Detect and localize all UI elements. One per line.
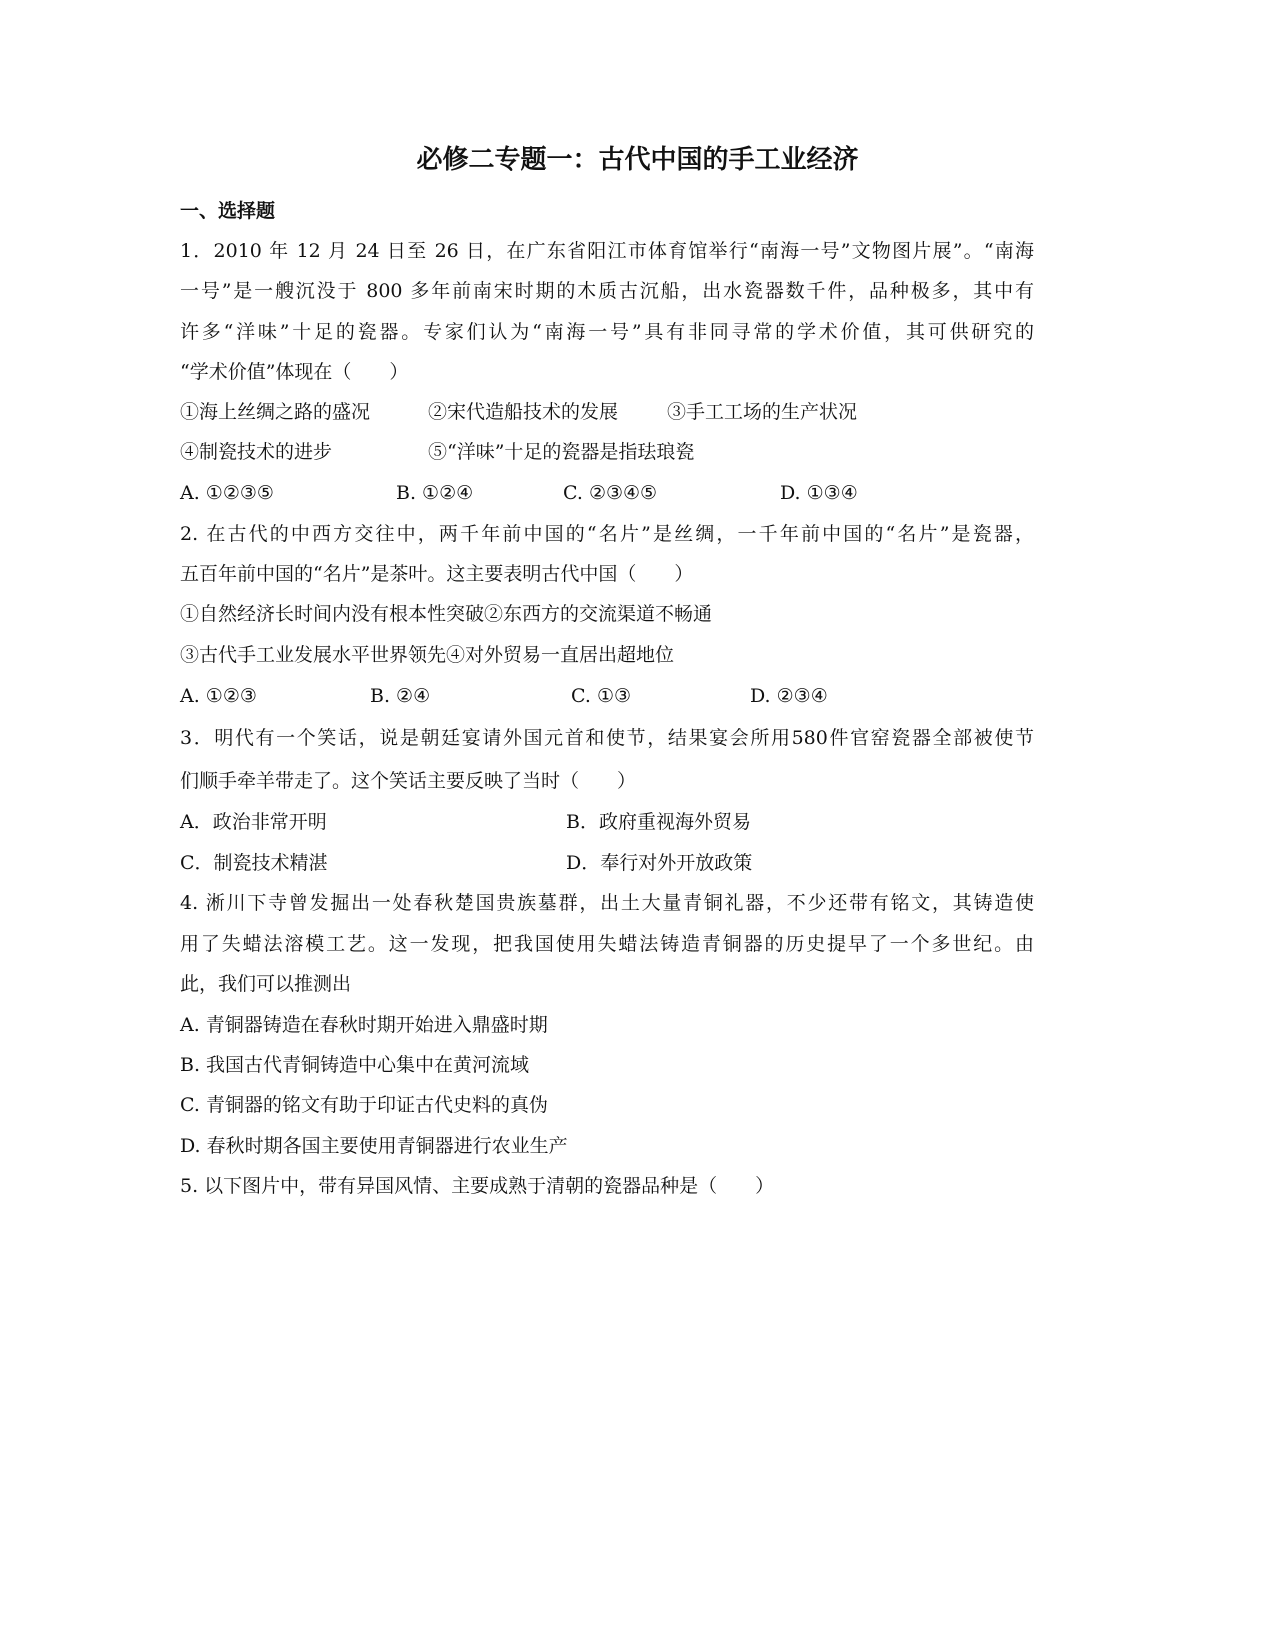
question-3-option-a: A．政治非常开明 bbox=[180, 811, 327, 833]
question-3-line-2: 们顺手牵羊带走了。这个笑话主要反映了当时（ ） bbox=[180, 770, 637, 792]
question-1-item-3: ③手工工场的生产状况 bbox=[667, 401, 858, 423]
question-2-line-3: ①自然经济长时间内没有根本性突破②东西方的交流渠道不畅通 bbox=[180, 603, 713, 625]
question-1-option-a: A. ①②③⑤ bbox=[180, 482, 274, 504]
page-title: 必修二专题一：古代中国的手工业经济 bbox=[416, 145, 859, 175]
question-1-line-4: “学术价值”体现在（ ） bbox=[180, 361, 409, 383]
question-4-line-3: 此，我们可以推测出 bbox=[180, 973, 352, 995]
question-1-line-3: 许多“洋味”十足的瓷器。专家们认为“南海一号”具有非同寻常的学术价值，其可供研究的 bbox=[180, 321, 1034, 343]
question-1-line-1: 1．2010 年 12 月 24 日至 26 日，在广东省阳江市体育馆举行“南海一号”文物图片展”。“南海 bbox=[180, 240, 1034, 262]
question-3-option-d: D．奉行对外开放政策 bbox=[566, 852, 753, 874]
question-1-option-b: B. ①②④ bbox=[396, 482, 474, 504]
question-2-line-2: 五百年前中国的“名片”是茶叶。这主要表明古代中国（ ） bbox=[180, 563, 694, 585]
question-3-option-c: C．制瓷技术精湛 bbox=[180, 852, 328, 874]
question-3-option-b: B．政府重视海外贸易 bbox=[566, 811, 751, 833]
question-3-line-1: 3．明代有一个笑话，说是朝廷宴请外国元首和使节，结果宴会所用580件官窑瓷器全部被使节 bbox=[180, 727, 1034, 749]
question-4-line-1: 4. 淅川下寺曾发掘出一处春秋楚国贵族墓群，出土大量青铜礼器，不少还带有铭文，其铸造使 bbox=[180, 892, 1034, 914]
question-5-line-1: 5. 以下图片中，带有异国风情、主要成熟于清朝的瓷器品种是（ ） bbox=[180, 1175, 775, 1197]
question-1-option-d: D. ①③④ bbox=[780, 482, 858, 504]
question-2-option-c: C. ①③ bbox=[571, 685, 632, 707]
question-1-option-c: C. ②③④⑤ bbox=[563, 482, 658, 504]
question-4-option-a: A. 青铜器铸造在春秋时期开始进入鼎盛时期 bbox=[180, 1014, 548, 1036]
question-4-option-d: D. 春秋时期各国主要使用青铜器进行农业生产 bbox=[180, 1135, 568, 1157]
question-2-option-d: D. ②③④ bbox=[750, 685, 828, 707]
question-1-item-4: ④制瓷技术的进步 bbox=[180, 441, 333, 463]
question-4-line-2: 用了失蜡法溶模工艺。这一发现，把我国使用失蜡法铸造青铜器的历史提早了一个多世纪。由 bbox=[180, 933, 1034, 955]
question-4-option-b: B. 我国古代青铜铸造中心集中在黄河流域 bbox=[180, 1054, 530, 1076]
section-heading: 一、选择题 bbox=[180, 200, 276, 222]
question-1-line-2: 一号”是一艘沉没于 800 多年前南宋时期的木质古沉船，出水瓷器数千件，品种极多，其中有 bbox=[180, 280, 1034, 302]
question-4-option-c: C. 青铜器的铭文有助于印证古代史料的真伪 bbox=[180, 1094, 548, 1116]
question-2-line-1: 2. 在古代的中西方交往中，两千年前中国的“名片”是丝绸，一千年前中国的“名片”是瓷器， bbox=[180, 523, 1034, 545]
question-2-option-b: B. ②④ bbox=[370, 685, 431, 707]
question-1-item-5: ⑤“洋味”十足的瓷器是指珐琅瓷 bbox=[428, 441, 695, 463]
question-1-item-2: ②宋代造船技术的发展 bbox=[428, 401, 619, 423]
question-2-line-4: ③古代手工业发展水平世界领先④对外贸易一直居出超地位 bbox=[180, 644, 675, 666]
question-1-item-1: ①海上丝绸之路的盛况 bbox=[180, 401, 371, 423]
question-2-option-a: A. ①②③ bbox=[180, 685, 257, 707]
